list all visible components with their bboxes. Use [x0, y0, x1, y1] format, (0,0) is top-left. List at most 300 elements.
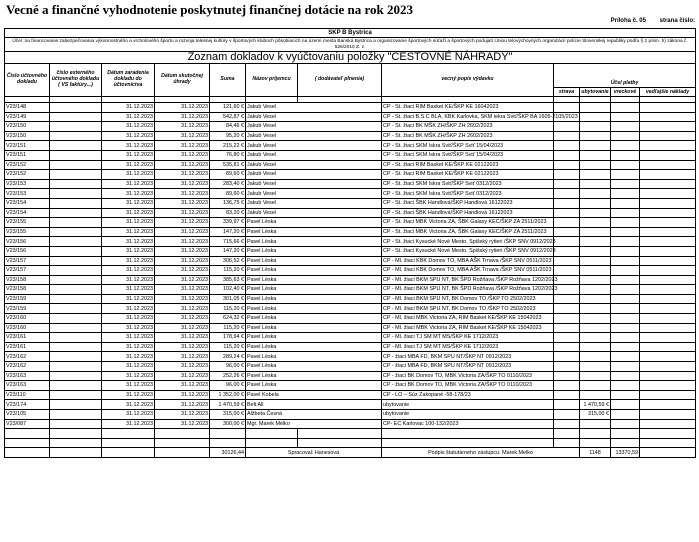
row-strava — [554, 285, 580, 295]
row-popis: CP- EC Karlovac 100-132/2023 — [382, 419, 554, 429]
col-prijemca: Názov príjemcu — [246, 64, 298, 97]
row-vreckove — [611, 275, 640, 285]
row-external-doc — [50, 362, 102, 372]
row-ubytovanie — [580, 266, 611, 276]
row-suma: 252,26 € — [210, 371, 246, 381]
row-id: V23/157 — [5, 256, 50, 266]
row-suma: 115,20 € — [210, 342, 246, 352]
row-id: V23/155 — [5, 218, 50, 228]
col-vedlajsie: vedľajšie náklady — [640, 88, 696, 97]
row-date-uhrada: 31.12.2023 — [155, 314, 210, 324]
row-id: V23/163 — [5, 371, 50, 381]
row-ubytovanie — [580, 237, 611, 247]
row-date-zaradenie: 31.12.2023 — [102, 227, 155, 237]
table-row — [5, 362, 696, 372]
row-suma: 339,97 € — [210, 218, 246, 228]
row-popis: CP - Ml. žiaci KBK Domov TO, MBA AŠK Trnava /ŠKP SNV 0511/2023 — [382, 256, 554, 266]
table-row — [5, 189, 696, 199]
table-row — [5, 266, 696, 276]
row-suma: 1 352,00 € — [210, 390, 246, 400]
row-prijemca: Pavel Léska — [246, 285, 382, 295]
row-suma: 535,81 € — [210, 160, 246, 170]
row-suma: 89,60 € — [210, 170, 246, 180]
row-date-uhrada: 31.12.2023 — [155, 410, 210, 420]
row-suma: 89,60 € — [210, 189, 246, 199]
row-date-zaradenie: 31.12.2023 — [102, 342, 155, 352]
row-vreckove — [611, 371, 640, 381]
row-prijemca: Pavel Léska — [246, 381, 382, 391]
row-suma: 315,00 € — [210, 410, 246, 420]
row-strava — [554, 333, 580, 343]
row-ubytovanie: 315,00 € — [580, 410, 611, 420]
row-date-uhrada: 31.12.2023 — [155, 323, 210, 333]
expense-table — [4, 28, 696, 458]
row-date-uhrada: 31.12.2023 — [155, 112, 210, 122]
row-strava — [554, 304, 580, 314]
row-external-doc — [50, 189, 102, 199]
row-id: V23/154 — [5, 208, 50, 218]
col-strava: strava — [554, 88, 580, 97]
row-date-zaradenie: 31.12.2023 — [102, 150, 155, 160]
table-row — [5, 103, 696, 113]
row-ubytovanie — [580, 381, 611, 391]
row-ubytovanie — [580, 227, 611, 237]
row-vreckove — [611, 400, 640, 410]
row-strava — [554, 410, 580, 420]
row-ubytovanie — [580, 362, 611, 372]
row-external-doc — [50, 208, 102, 218]
table-row — [5, 342, 696, 352]
row-strava — [554, 103, 580, 113]
row-prijemca: Pavel Léska — [246, 323, 382, 333]
row-strava — [554, 381, 580, 391]
row-prijemca: Pavel Léska — [246, 304, 382, 314]
row-ubytovanie — [580, 314, 611, 324]
row-vreckove — [611, 410, 640, 420]
row-strava — [554, 275, 580, 285]
total-suma: 30126,44 — [210, 448, 246, 458]
row-vreckove — [611, 208, 640, 218]
row-ubytovanie — [580, 333, 611, 343]
row-date-uhrada: 31.12.2023 — [155, 419, 210, 429]
row-prijemca: Jakub Vesel — [246, 179, 382, 189]
row-prijemca: Alžbeta Česná — [246, 410, 382, 420]
row-vedlajsie — [640, 170, 696, 180]
row-vreckove — [611, 189, 640, 199]
row-popis: CP - žiaci BK Domov TO, MBK Victoria ZA/ŠKP TO 0110/2023 — [382, 371, 554, 381]
row-suma: 84,46 € — [210, 122, 246, 132]
row-date-uhrada: 31.12.2023 — [155, 333, 210, 343]
row-prijemca: Jakub Vesel — [246, 198, 382, 208]
row-external-doc — [50, 352, 102, 362]
row-external-doc — [50, 131, 102, 141]
row-vreckove — [611, 314, 640, 324]
row-vedlajsie — [640, 256, 696, 266]
row-ubytovanie — [580, 103, 611, 113]
row-suma: 96,00 € — [210, 362, 246, 372]
row-vreckove — [611, 323, 640, 333]
row-strava — [554, 246, 580, 256]
row-vedlajsie — [640, 381, 696, 391]
row-vreckove — [611, 381, 640, 391]
purpose-text: Účel :na financovanie zabezpečovania výkonnostného a vrcholového športu a rozvoja telesnej kultúry v športových kluboch pôsobiacich na území mesta Banská Bystrica a organizovanie športových súťaží a športových podujatí Úniou telovýchovných organizácií polície Slovenskej republiky podľa § 2 písm. h) zákona č. 526/2010 Z. z. — [5, 38, 696, 52]
row-external-doc — [50, 333, 102, 343]
row-vreckove — [611, 237, 640, 247]
row-date-zaradenie: 31.12.2023 — [102, 304, 155, 314]
row-vreckove — [611, 227, 640, 237]
row-ubytovanie — [580, 131, 611, 141]
row-prijemca: Jakub Vesel — [246, 170, 382, 180]
row-popis: CP - Ml. žiaci TJ SM MT MS/ŠKP KE 1712/2023 — [382, 333, 554, 343]
row-ubytovanie — [580, 179, 611, 189]
row-external-doc — [50, 198, 102, 208]
row-popis: CP - St. žiaci MBK Victoria ZA, ŠBK Galaxy KEC/ŠKP ZA 2511/2023 — [382, 218, 554, 228]
table-row — [5, 419, 696, 429]
row-date-uhrada: 31.12.2023 — [155, 266, 210, 276]
row-external-doc — [50, 342, 102, 352]
row-date-uhrada: 31.12.2023 — [155, 285, 210, 295]
table-row — [5, 294, 696, 304]
row-strava — [554, 208, 580, 218]
row-vedlajsie — [640, 266, 696, 276]
row-date-zaradenie: 31.12.2023 — [102, 323, 155, 333]
row-id: V23/155 — [5, 227, 50, 237]
row-external-doc — [50, 227, 102, 237]
row-prijemca: Pavel Léska — [246, 314, 382, 324]
row-vreckove — [611, 131, 640, 141]
row-date-zaradenie: 31.12.2023 — [102, 112, 155, 122]
row-date-zaradenie: 31.12.2023 — [102, 246, 155, 256]
row-date-uhrada: 31.12.2023 — [155, 170, 210, 180]
row-id: V23/148 — [5, 103, 50, 113]
row-vreckove — [611, 419, 640, 429]
row-ubytovanie — [580, 170, 611, 180]
row-vedlajsie — [640, 122, 696, 132]
row-ubytovanie — [580, 198, 611, 208]
row-strava — [554, 218, 580, 228]
col-zaradenie: Dátum zaradenia dokladu do účtovníctva — [102, 64, 155, 97]
row-strava — [554, 266, 580, 276]
table-row — [5, 150, 696, 160]
row-date-uhrada: 31.12.2023 — [155, 103, 210, 113]
row-date-uhrada: 31.12.2023 — [155, 218, 210, 228]
row-popis: CP - St. žiaci RIM Basket KE/ŠKP KE 02122023 — [382, 170, 554, 180]
row-date-zaradenie: 31.12.2023 — [102, 333, 155, 343]
row-popis: CP - St. žiaci SKM Iskra Sviť/ŠKP Sviť 0312/2023 — [382, 189, 554, 199]
row-id: V23/160 — [5, 323, 50, 333]
row-suma: 178,94 € — [210, 333, 246, 343]
table-row — [5, 122, 696, 132]
row-prijemca: Pavel Léska — [246, 342, 382, 352]
row-external-doc — [50, 150, 102, 160]
row-prijemca: Pavel Léska — [246, 237, 382, 247]
row-suma: 300,00 € — [210, 419, 246, 429]
table-row — [5, 170, 696, 180]
row-popis: ubytovanie — [382, 410, 554, 420]
podpis-text: Podpis štatutárneho zástupcu: Marek Melko — [382, 448, 580, 458]
row-id: V23/150 — [5, 131, 50, 141]
row-vreckove — [611, 256, 640, 266]
row-vedlajsie — [640, 141, 696, 151]
row-id: V23/162 — [5, 352, 50, 362]
row-ubytovanie — [580, 160, 611, 170]
row-suma: 96,00 € — [210, 381, 246, 391]
row-external-doc — [50, 179, 102, 189]
row-popis: CP - Ml. žiaci TJ SM MT MS/ŠKP KE 1712/2023 — [382, 342, 554, 352]
row-vreckove — [611, 304, 640, 314]
row-date-zaradenie: 31.12.2023 — [102, 218, 155, 228]
row-prijemca: Jakub Vesel — [246, 141, 382, 151]
row-date-zaradenie: 31.12.2023 — [102, 294, 155, 304]
table-row — [5, 112, 696, 122]
row-vreckove — [611, 179, 640, 189]
row-date-zaradenie: 31.12.2023 — [102, 400, 155, 410]
row-prijemca: Pavel Léska — [246, 362, 382, 372]
row-popis: CP - žiaci BK Domov TO, MBK Victoria ZA/ŠKP TO 0110/2023 — [382, 381, 554, 391]
table-row — [5, 246, 696, 256]
row-prijemca: Pavel Léska — [246, 246, 382, 256]
table-row — [5, 218, 696, 228]
table-row — [5, 141, 696, 151]
col-dodavatel: ( dodávateľ plnenia) — [298, 64, 382, 97]
row-ubytovanie — [580, 275, 611, 285]
table-row — [5, 304, 696, 314]
row-ubytovanie — [580, 294, 611, 304]
table-row — [5, 371, 696, 381]
row-external-doc — [50, 400, 102, 410]
row-ubytovanie: 1 470,59 € — [580, 400, 611, 410]
row-id: V23/150 — [5, 122, 50, 132]
row-date-uhrada: 31.12.2023 — [155, 390, 210, 400]
row-date-zaradenie: 31.12.2023 — [102, 237, 155, 247]
row-vedlajsie — [640, 371, 696, 381]
row-date-zaradenie: 31.12.2023 — [102, 410, 155, 420]
row-vedlajsie — [640, 352, 696, 362]
col-suma: Suma — [210, 64, 246, 97]
table-row — [5, 179, 696, 189]
row-prijemca: Pavel Léska — [246, 294, 382, 304]
row-prijemca: Pavel Léska — [246, 227, 382, 237]
row-vedlajsie — [640, 400, 696, 410]
row-id: V23/159 — [5, 304, 50, 314]
row-vreckove — [611, 246, 640, 256]
row-vedlajsie — [640, 131, 696, 141]
row-vedlajsie — [640, 314, 696, 324]
row-date-zaradenie: 31.12.2023 — [102, 179, 155, 189]
row-prijemca: Jakub Vesel — [246, 122, 382, 132]
table-row — [5, 208, 696, 218]
row-ubytovanie — [580, 342, 611, 352]
row-popis: CP - St. žiaci Kysucké Nové Mesto, Spišský rytieri /ŠKP SNV 0912/2023 — [383, 238, 556, 245]
row-external-doc — [50, 112, 102, 122]
row-id: V23/158 — [5, 275, 50, 285]
priloha-label: Príloha č. 05 — [610, 18, 646, 24]
row-prijemca: Pavel Léska — [246, 256, 382, 266]
col-uhrada: Dátum skutočnej úhrady — [155, 64, 210, 97]
row-suma: 715,66 € — [210, 237, 246, 247]
row-prijemca: Jakub Vesel — [246, 150, 382, 160]
document-title: Vecné a finančné vyhodnotenie poskytnutej finančnej dotácie na rok 2023 — [6, 2, 413, 17]
table-row — [5, 400, 696, 410]
row-external-doc — [50, 285, 102, 295]
row-vedlajsie — [640, 323, 696, 333]
row-popis: CP - St. žiaci Kysucké Nové Mesto, Spišský rytieri /ŠKP SNV 0912/2023 — [383, 248, 556, 255]
row-vedlajsie — [640, 390, 696, 400]
row-strava — [554, 179, 580, 189]
spracoval-text: Spracoval: Hanesová — [246, 448, 382, 458]
row-prijemca: Jakub Vesel — [246, 160, 382, 170]
row-strava — [554, 362, 580, 372]
row-strava — [554, 294, 580, 304]
row-date-zaradenie: 31.12.2023 — [102, 352, 155, 362]
row-vreckove — [611, 352, 640, 362]
row-vedlajsie — [640, 246, 696, 256]
col-popis: vecný popis výdavku — [382, 64, 554, 97]
total-strava: 1148 — [580, 448, 611, 458]
row-ubytovanie — [580, 218, 611, 228]
row-strava — [554, 160, 580, 170]
row-suma: 121,60 € — [210, 103, 246, 113]
row-ubytovanie — [580, 189, 611, 199]
row-id: V23/151 — [5, 150, 50, 160]
row-ubytovanie — [580, 122, 611, 132]
row-external-doc — [50, 371, 102, 381]
row-id: V23/153 — [5, 189, 50, 199]
row-vreckove — [611, 266, 640, 276]
row-ubytovanie — [580, 390, 611, 400]
row-prijemca: Jakub Vesel — [246, 103, 382, 113]
row-vedlajsie — [640, 160, 696, 170]
row-popis: CP - St. žiaci BK MŠK ZH/ŠKP ZH 2602/2023 — [382, 122, 554, 132]
row-date-zaradenie: 31.12.2023 — [102, 275, 155, 285]
row-suma: 542,87 € — [210, 112, 246, 122]
table-row — [5, 227, 696, 237]
row-vedlajsie — [640, 208, 696, 218]
row-vreckove — [611, 362, 640, 372]
row-suma: 147,20 € — [210, 246, 246, 256]
row-suma: 624,32 € — [210, 314, 246, 324]
row-popis: CP - St. žiaci SKM Iskra Sviť/ŠKP Sviť 15/04/2023 — [382, 141, 554, 151]
row-suma: 136,75 € — [210, 198, 246, 208]
row-external-doc — [50, 141, 102, 151]
row-popis: CP - St. žiaci BK MŠK ZH/ŠKP ZH 2602/2023 — [382, 131, 554, 141]
row-date-zaradenie: 31.12.2023 — [102, 208, 155, 218]
row-id: V23/153 — [5, 179, 50, 189]
row-ubytovanie — [580, 256, 611, 266]
row-vedlajsie — [640, 419, 696, 429]
row-external-doc — [50, 237, 102, 247]
empty-row — [5, 438, 696, 448]
club-name: ŠKP B Bystrica — [5, 29, 696, 38]
row-strava — [554, 419, 580, 429]
row-strava — [554, 256, 580, 266]
row-prijemca: Mgr. Marek Melko — [246, 419, 382, 429]
row-vreckove — [611, 141, 640, 151]
row-popis: CP - LO – Súz Zakopané -58-178/23 — [382, 390, 554, 400]
row-date-uhrada: 31.12.2023 — [155, 304, 210, 314]
row-vreckove — [611, 122, 640, 132]
totals-row — [5, 448, 696, 458]
row-vreckove — [611, 285, 640, 295]
row-vedlajsie — [640, 103, 696, 113]
row-vedlajsie — [640, 362, 696, 372]
row-date-zaradenie: 31.12.2023 — [102, 198, 155, 208]
row-vedlajsie — [640, 294, 696, 304]
row-external-doc — [50, 381, 102, 391]
row-date-zaradenie: 31.12.2023 — [102, 314, 155, 324]
row-date-uhrada: 31.12.2023 — [155, 342, 210, 352]
table-row — [5, 131, 696, 141]
table-row — [5, 237, 696, 247]
row-prijemca: Belt All — [246, 400, 382, 410]
row-ubytovanie — [580, 323, 611, 333]
page-number-line — [599, 18, 695, 24]
row-id: V23/152 — [5, 160, 50, 170]
table-row — [5, 314, 696, 324]
row-date-uhrada: 31.12.2023 — [155, 131, 210, 141]
row-date-uhrada: 31.12.2023 — [155, 275, 210, 285]
row-date-zaradenie: 31.12.2023 — [102, 141, 155, 151]
total-vreckove: 13370,59 — [611, 448, 640, 458]
table-row — [5, 390, 696, 400]
row-prijemca: Jakub Vesel — [246, 189, 382, 199]
row-suma: 147,20 € — [210, 227, 246, 237]
row-prijemca: Jakub Vesel — [246, 112, 382, 122]
row-id: V23/157 — [5, 266, 50, 276]
row-strava — [554, 122, 580, 132]
row-suma: 215,22 € — [210, 141, 246, 151]
table-row — [5, 198, 696, 208]
col-externy: číslo externého účtovného dokladu ( VS faktúry...) — [50, 64, 102, 97]
row-prijemca: Pavel Léska — [246, 275, 382, 285]
row-vreckove — [611, 103, 640, 113]
row-external-doc — [50, 390, 102, 400]
row-popis: CP - Ml. žiaci BKM SPU NT, BK ŠPD Rožňava /ŠKP Rožňava 1202/2023 — [383, 276, 558, 283]
row-vedlajsie — [640, 112, 696, 122]
row-date-zaradenie: 31.12.2023 — [102, 103, 155, 113]
row-date-uhrada: 31.12.2023 — [155, 294, 210, 304]
row-ubytovanie — [580, 304, 611, 314]
row-popis: CP - žiaci MBA FD, BKM SPU NT/ŠKP NT 0912/2023 — [382, 352, 554, 362]
row-vedlajsie — [640, 237, 696, 247]
row-suma: 115,20 € — [210, 323, 246, 333]
row-prijemca: Jakub Vesel — [246, 131, 382, 141]
row-strava — [554, 141, 580, 151]
row-strava — [554, 131, 580, 141]
col-vreckove: vreckové — [611, 88, 640, 97]
row-popis: CP - Ml. žiaci KBK Domov TO, MBA AŠK Trnava /ŠKP SNV 0511/2023 — [382, 266, 554, 276]
row-strava — [554, 400, 580, 410]
row-date-uhrada: 31.12.2023 — [155, 352, 210, 362]
row-prijemca: Jakub Vesel — [246, 208, 382, 218]
empty-row — [5, 429, 696, 439]
row-vedlajsie — [640, 285, 696, 295]
row-popis: CP - Ml. žiaci BKM SPU NT, BK Domov TO /ŠKP TO 2502/2023 — [382, 294, 554, 304]
row-ubytovanie — [580, 246, 611, 256]
row-popis: CP - St. žiaci ŠBK Handlová/ŠKP Handlová 16122023 — [382, 198, 554, 208]
row-external-doc — [50, 122, 102, 132]
row-date-zaradenie: 31.12.2023 — [102, 362, 155, 372]
row-suma: 115,20 € — [210, 266, 246, 276]
list-title: Zoznam dokladov k vyúčtovaniu položky "CESTOVNÉ NÁHRADY" — [5, 52, 696, 64]
row-ubytovanie — [580, 419, 611, 429]
row-date-uhrada: 31.12.2023 — [155, 371, 210, 381]
row-date-uhrada: 31.12.2023 — [155, 400, 210, 410]
row-date-zaradenie: 31.12.2023 — [102, 170, 155, 180]
row-date-uhrada: 31.12.2023 — [155, 122, 210, 132]
row-id: V23/149 — [5, 112, 50, 122]
row-id: V23/160 — [5, 314, 50, 324]
